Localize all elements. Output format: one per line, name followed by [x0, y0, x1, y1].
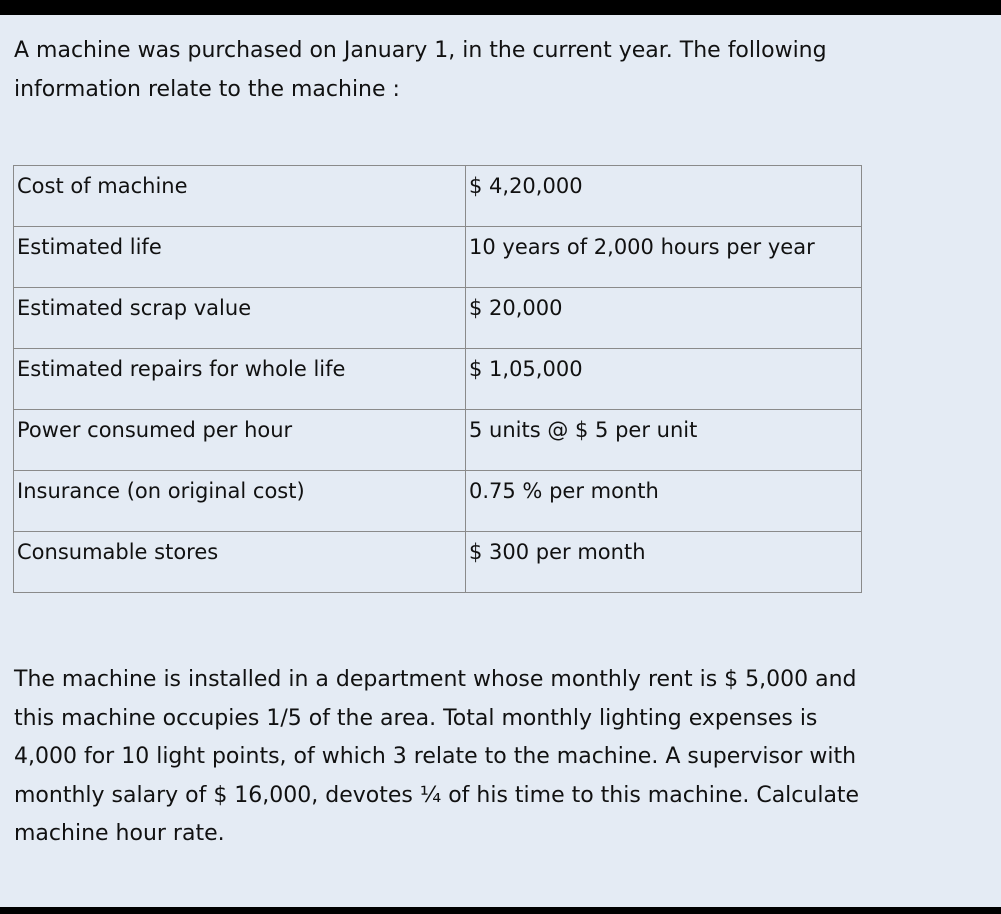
table-row: [14, 532, 862, 593]
table-row: [14, 410, 862, 471]
row-value: $ 1,05,000: [466, 349, 862, 410]
table-row: [14, 227, 862, 288]
row-value: $ 300 per month: [466, 532, 862, 593]
table-row: [14, 166, 862, 227]
closing-line-1: The machine is installed in a department whose monthly rent is $ 5,000 and: [14, 667, 857, 692]
machine-info-table: [13, 165, 862, 593]
table-row: [14, 288, 862, 349]
intro-line-1: A machine was purchased on January 1, in the current year. The following: [14, 38, 827, 63]
closing-line-5: machine hour rate.: [14, 821, 225, 846]
row-label: Power consumed per hour: [14, 410, 466, 471]
intro-paragraph: [14, 31, 914, 109]
row-label: Consumable stores: [14, 532, 466, 593]
row-value: 0.75 % per month: [466, 471, 862, 532]
row-label: Estimated repairs for whole life: [14, 349, 466, 410]
row-label: Estimated scrap value: [14, 288, 466, 349]
closing-paragraph: [14, 661, 974, 854]
row-label: Cost of machine: [14, 166, 466, 227]
row-label: Insurance (on original cost): [14, 471, 466, 532]
document-page: [0, 15, 1001, 907]
row-value: $ 20,000: [466, 288, 862, 349]
row-label: Estimated life: [14, 227, 466, 288]
row-value: 5 units @ $ 5 per unit: [466, 410, 862, 471]
table-row: [14, 349, 862, 410]
closing-line-3: 4,000 for 10 light points, of which 3 relate to the machine. A supervisor with: [14, 744, 857, 769]
table-row: [14, 471, 862, 532]
closing-line-2: this machine occupies 1/5 of the area. Total monthly lighting expenses is: [14, 705, 818, 731]
row-value: 10 years of 2,000 hours per year: [466, 227, 862, 288]
row-value: $ 4,20,000: [466, 166, 862, 227]
intro-line-2: information relate to the machine :: [14, 77, 400, 102]
closing-line-4: monthly salary of $ 16,000, devotes ¼ of his time to this machine. Calculate: [14, 782, 860, 808]
